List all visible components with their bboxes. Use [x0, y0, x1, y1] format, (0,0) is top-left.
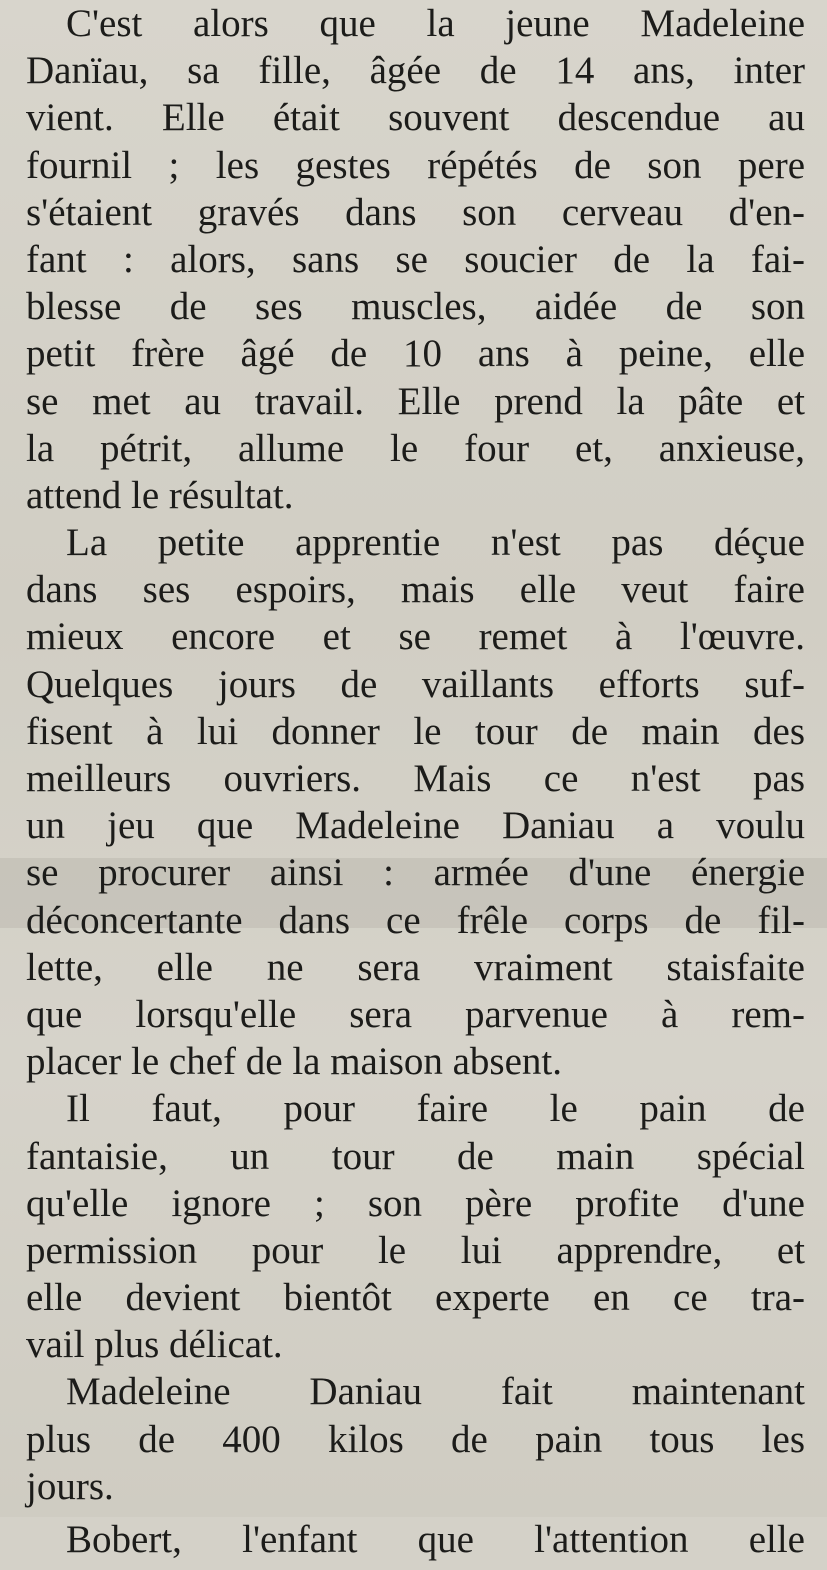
text-line: attend le résultat. — [26, 473, 294, 517]
text-line: fisent à lui donner le tour de main des — [26, 709, 805, 753]
text-line: déconcertante dans ce frêle corps de fil- — [26, 898, 805, 942]
paragraph-1 — [26, 0, 805, 519]
text-line: C'est alors que la jeune Madeleine — [66, 2, 805, 45]
text-line: La petite apprentie n'est pas déçue — [66, 521, 805, 565]
paragraph-3 — [26, 1085, 805, 1368]
text-line: fournil ; les gestes répétés de son pere — [26, 143, 805, 187]
text-line: Danïau, sa fille, âgée de 14 ans, inter — [26, 49, 805, 93]
text-line: se procurer ainsi : armée d'une énergie — [26, 851, 805, 895]
paragraph-5-cut-off — [26, 1510, 805, 1561]
text-line: que lorsqu'elle sera parvenue à rem- — [26, 992, 805, 1036]
text-line: fant : alors, sans se soucier de la fai- — [26, 237, 805, 281]
article-column — [26, 0, 805, 1561]
text-line: permission pour le lui apprendre, et — [26, 1228, 805, 1272]
text-line: mieux encore et se remet à l'œuvre. — [26, 615, 805, 659]
text-line: s'étaient gravés dans son cerveau d'en- — [26, 190, 805, 234]
text-line: Il faut, pour faire le pain de — [66, 1087, 805, 1131]
text-line: Bobert, l'enfant que l'attention elle — [66, 1518, 805, 1561]
text-line: Quelques jours de vaillants efforts suf- — [26, 662, 805, 706]
text-line: petit frère âgé de 10 ans à peine, elle — [26, 332, 805, 376]
text-line: placer le chef de la maison absent. — [26, 1040, 563, 1084]
text-line: se met au travail. Elle prend la pâte et — [26, 379, 805, 423]
text-line: jours. — [26, 1464, 114, 1508]
paragraph-2 — [26, 519, 805, 1085]
text-line: qu'elle ignore ; son père profite d'une — [26, 1181, 805, 1225]
text-line: blesse de ses muscles, aidée de son — [26, 285, 805, 329]
text-line: meilleurs ouvriers. Mais ce n'est pas — [26, 757, 805, 800]
text-line: dans ses espoirs, mais elle veut faire — [26, 568, 805, 612]
text-line: plus de 400 kilos de pain tous les — [26, 1417, 805, 1461]
text-line: la pétrit, allume le four et, anxieuse, — [26, 426, 805, 470]
text-line: elle devient bientôt experte en ce tra- — [26, 1276, 805, 1320]
text-line: fantaisie, un tour de main spécial — [26, 1134, 805, 1178]
text-line: vient. Elle était souvent descendue au — [26, 96, 805, 140]
text-line: Madeleine Daniau fait maintenant — [66, 1370, 805, 1414]
paragraph-4 — [26, 1368, 805, 1510]
text-line: lette, elle ne sera vraiment staisfaite — [26, 945, 805, 989]
text-line: vail plus délicat. — [26, 1323, 283, 1367]
text-line: un jeu que Madeleine Daniau a voulu — [26, 804, 805, 848]
